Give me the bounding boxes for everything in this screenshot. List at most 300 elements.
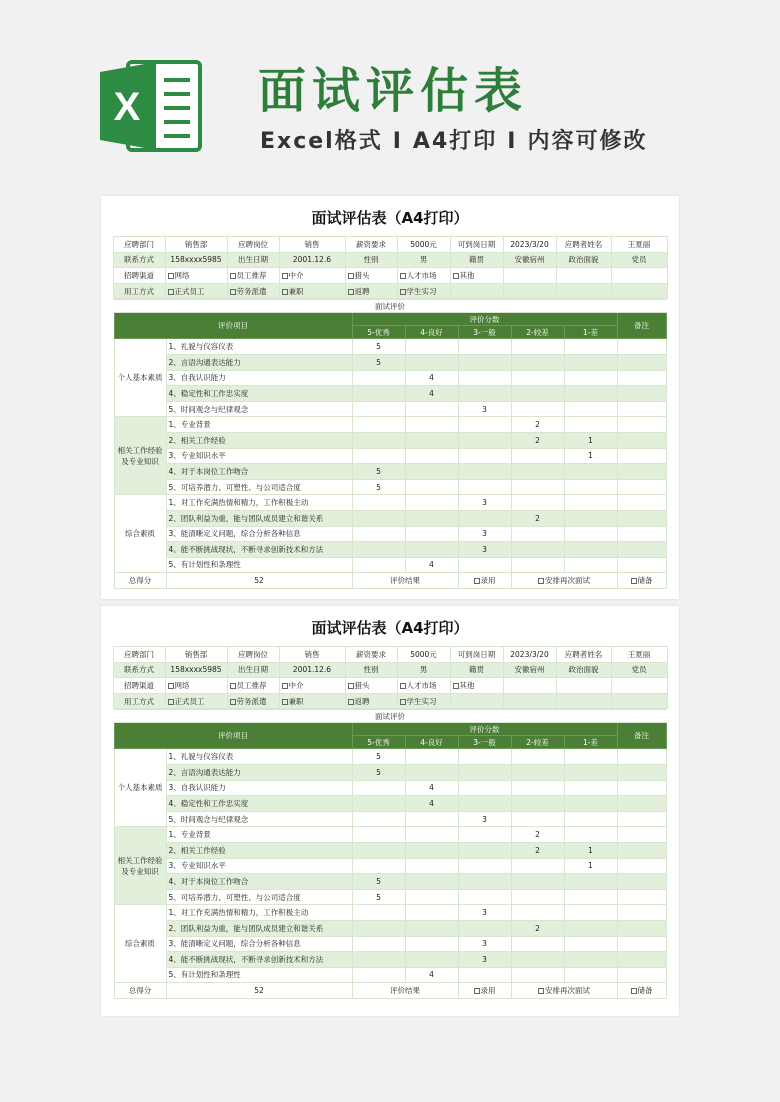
info-value[interactable]: 王夏丽 (611, 237, 667, 253)
score-cell[interactable]: 2 (511, 827, 564, 843)
result-label: 评价结果 (352, 573, 458, 589)
checkbox-icon[interactable] (400, 289, 406, 295)
item-label: 2、言语沟通表达能力 (166, 354, 352, 370)
score-cell[interactable] (405, 401, 458, 417)
employ-option[interactable] (279, 693, 345, 709)
score-cell[interactable] (458, 827, 511, 843)
score-cell[interactable] (511, 967, 564, 983)
score-cell[interactable] (352, 417, 405, 433)
employ-option[interactable] (227, 283, 279, 299)
employ-option[interactable] (397, 693, 450, 709)
employ-option-label: 学生实习 (406, 286, 437, 296)
checkbox-icon[interactable] (348, 289, 354, 295)
score-cell[interactable] (564, 401, 617, 417)
note-cell[interactable] (617, 796, 666, 812)
checkbox-icon[interactable] (168, 683, 174, 689)
score-cell[interactable]: 5 (352, 889, 405, 905)
score-cell[interactable]: 4 (405, 796, 458, 812)
channel-option[interactable] (227, 678, 279, 694)
info-value[interactable]: 党员 (611, 662, 667, 678)
empty-cell (450, 693, 503, 709)
score-cell[interactable] (511, 495, 564, 511)
score-cell[interactable] (511, 339, 564, 355)
evaluation-row (114, 905, 666, 921)
evaluation-row (114, 936, 666, 952)
score-cell[interactable] (405, 448, 458, 464)
empty-cell (450, 283, 503, 299)
info-value[interactable]: 男 (397, 252, 450, 268)
score-cell[interactable] (511, 905, 564, 921)
score-cell[interactable] (405, 526, 458, 542)
score-cell[interactable] (511, 464, 564, 480)
score-cell[interactable] (352, 542, 405, 558)
employ-option[interactable] (279, 283, 345, 299)
checkbox-icon[interactable] (538, 988, 544, 994)
score-cell[interactable] (352, 920, 405, 936)
score-cell[interactable] (564, 354, 617, 370)
score-cell[interactable] (405, 827, 458, 843)
score-cell[interactable] (458, 796, 511, 812)
channel-option[interactable] (345, 678, 397, 694)
banner-subtitle (260, 124, 647, 155)
note-cell[interactable] (617, 905, 666, 921)
checkbox-icon[interactable] (168, 699, 174, 705)
score-cell[interactable] (511, 542, 564, 558)
note-cell[interactable] (617, 811, 666, 827)
checkbox-icon[interactable] (348, 683, 354, 689)
checkbox-icon[interactable] (230, 273, 236, 279)
score-cell[interactable]: 4 (405, 780, 458, 796)
score-cell[interactable] (564, 464, 617, 480)
score-cell[interactable] (458, 749, 511, 765)
info-value[interactable]: 5000元 (397, 647, 450, 663)
note-cell[interactable] (617, 827, 666, 843)
score-cell[interactable] (564, 827, 617, 843)
empty-cell (503, 678, 556, 694)
info-value[interactable]: 5000元 (397, 237, 450, 253)
score-cell[interactable] (352, 510, 405, 526)
checkbox-icon[interactable] (474, 578, 480, 584)
score-cell[interactable] (405, 936, 458, 952)
note-cell[interactable] (617, 448, 666, 464)
empty-cell (503, 693, 556, 709)
score-cell[interactable]: 4 (405, 967, 458, 983)
score-cell[interactable] (564, 386, 617, 402)
checkbox-icon[interactable] (348, 699, 354, 705)
score-cell[interactable] (405, 842, 458, 858)
info-value[interactable]: 2001.12.6 (279, 252, 345, 268)
info-label: 政治面貌 (556, 252, 611, 268)
note-cell[interactable] (617, 370, 666, 386)
score-cell[interactable] (511, 526, 564, 542)
score-cell[interactable] (352, 780, 405, 796)
result-option[interactable]: 安排再次面试 (511, 983, 617, 999)
empty-cell (503, 268, 556, 284)
score-cell[interactable]: 1 (564, 448, 617, 464)
score-cell[interactable] (511, 557, 564, 573)
checkbox-icon[interactable] (282, 273, 288, 279)
channel-option-label: 其他 (459, 270, 475, 280)
score-cell[interactable] (352, 796, 405, 812)
banner (0, 0, 780, 190)
score-cell[interactable] (511, 370, 564, 386)
score-cell[interactable]: 5 (352, 339, 405, 355)
score-cell[interactable]: 2 (511, 842, 564, 858)
score-cell[interactable] (405, 874, 458, 890)
score-cell[interactable] (458, 370, 511, 386)
score-cell[interactable] (405, 542, 458, 558)
channel-option[interactable] (165, 678, 227, 694)
checkbox-icon[interactable] (631, 988, 637, 994)
result-option[interactable]: 储备 (617, 573, 666, 589)
score-cell[interactable] (458, 780, 511, 796)
score-cell[interactable] (458, 557, 511, 573)
score-cell[interactable] (352, 401, 405, 417)
score-cell[interactable] (511, 936, 564, 952)
channel-option[interactable] (397, 678, 450, 694)
result-option[interactable]: 安排再次面试 (511, 573, 617, 589)
evaluation-row (114, 889, 666, 905)
score-cell[interactable] (405, 417, 458, 433)
score-cell[interactable] (458, 510, 511, 526)
checkbox-icon[interactable] (230, 683, 236, 689)
score-cell[interactable] (564, 796, 617, 812)
checkbox-icon[interactable] (230, 699, 236, 705)
note-cell[interactable] (617, 495, 666, 511)
checkbox-icon[interactable] (348, 273, 354, 279)
channel-option[interactable] (279, 678, 345, 694)
score-cell[interactable] (352, 858, 405, 874)
score-cell[interactable] (511, 401, 564, 417)
score-cell[interactable] (458, 764, 511, 780)
score-cell[interactable] (458, 858, 511, 874)
score-cell[interactable] (511, 858, 564, 874)
channel-option[interactable] (165, 268, 227, 284)
score-cell[interactable]: 2 (511, 510, 564, 526)
score-cell[interactable] (405, 464, 458, 480)
score-cell[interactable] (458, 889, 511, 905)
score-cell[interactable]: 1 (564, 842, 617, 858)
evaluation-row (114, 796, 666, 812)
score-cell[interactable] (352, 448, 405, 464)
score-cell[interactable] (511, 479, 564, 495)
evaluation-row (114, 542, 666, 558)
score-cell[interactable] (458, 448, 511, 464)
score-cell[interactable] (405, 495, 458, 511)
channel-option-label: 人才市场 (406, 270, 437, 280)
score-cell[interactable]: 2 (511, 417, 564, 433)
channel-option[interactable] (227, 268, 279, 284)
info-value[interactable]: 销售 (279, 647, 345, 663)
result-option[interactable]: 录用 (458, 983, 511, 999)
score-cell[interactable] (352, 842, 405, 858)
score-cell[interactable] (352, 557, 405, 573)
employ-option[interactable] (165, 693, 227, 709)
score-cell[interactable] (511, 889, 564, 905)
header-level: 5-优秀 (352, 736, 405, 749)
score-cell[interactable] (405, 764, 458, 780)
note-cell[interactable] (617, 967, 666, 983)
score-cell[interactable] (352, 432, 405, 448)
employ-option[interactable] (165, 283, 227, 299)
score-cell[interactable] (405, 749, 458, 765)
score-cell[interactable] (564, 936, 617, 952)
score-cell[interactable] (458, 464, 511, 480)
employ-label: 用工方式 (113, 693, 165, 709)
score-cell[interactable] (458, 967, 511, 983)
note-cell[interactable] (617, 557, 666, 573)
score-cell[interactable] (564, 889, 617, 905)
checkbox-icon[interactable] (282, 683, 288, 689)
score-cell[interactable] (352, 952, 405, 968)
score-cell[interactable] (458, 386, 511, 402)
score-cell[interactable] (458, 920, 511, 936)
note-cell[interactable] (617, 780, 666, 796)
item-label: 5、有计划性和条理性 (166, 557, 352, 573)
item-label: 4、能不断挑战现状，不断寻求创新技术和方法 (166, 952, 352, 968)
score-cell[interactable]: 5 (352, 464, 405, 480)
info-value[interactable]: 158xxxx5985 (165, 662, 227, 678)
score-cell[interactable] (352, 967, 405, 983)
score-cell[interactable] (405, 432, 458, 448)
checkbox-icon[interactable] (230, 289, 236, 295)
note-cell[interactable] (617, 479, 666, 495)
note-cell[interactable] (617, 889, 666, 905)
channel-label: 招聘渠道 (113, 268, 165, 284)
evaluation-row (114, 827, 666, 843)
score-cell[interactable] (511, 796, 564, 812)
score-cell[interactable]: 4 (405, 370, 458, 386)
note-cell[interactable] (617, 354, 666, 370)
checkbox-icon[interactable] (400, 273, 406, 279)
score-cell[interactable]: 3 (458, 526, 511, 542)
channel-option-label: 猎头 (354, 270, 370, 280)
score-cell[interactable] (352, 386, 405, 402)
score-cell[interactable] (405, 354, 458, 370)
info-value[interactable]: 158xxxx5985 (165, 252, 227, 268)
score-cell[interactable]: 3 (458, 811, 511, 827)
score-cell[interactable] (511, 952, 564, 968)
info-value[interactable]: 2001.12.6 (279, 662, 345, 678)
score-cell[interactable]: 5 (352, 764, 405, 780)
note-cell[interactable] (617, 542, 666, 558)
channel-option[interactable] (345, 268, 397, 284)
checkbox-icon[interactable] (453, 273, 459, 279)
score-cell[interactable] (352, 827, 405, 843)
score-cell[interactable] (352, 370, 405, 386)
score-cell[interactable] (352, 936, 405, 952)
score-cell[interactable] (564, 952, 617, 968)
score-cell[interactable] (564, 749, 617, 765)
score-cell[interactable] (458, 842, 511, 858)
score-cell[interactable] (405, 339, 458, 355)
score-cell[interactable] (511, 749, 564, 765)
score-cell[interactable] (405, 479, 458, 495)
score-cell[interactable] (405, 920, 458, 936)
channel-option-label: 员工推荐 (236, 270, 267, 280)
score-cell[interactable] (405, 889, 458, 905)
note-cell[interactable] (617, 417, 666, 433)
evaluation-row (114, 432, 666, 448)
channel-option-label: 员工推荐 (236, 680, 267, 690)
score-cell[interactable] (352, 495, 405, 511)
score-cell[interactable]: 4 (405, 386, 458, 402)
note-cell[interactable] (617, 858, 666, 874)
info-value[interactable]: 男 (397, 662, 450, 678)
evaluation-row (114, 479, 666, 495)
note-cell[interactable] (617, 432, 666, 448)
note-cell[interactable] (617, 842, 666, 858)
channel-option[interactable] (450, 268, 503, 284)
banner-title: 面试评估表 (258, 63, 529, 119)
note-cell[interactable] (617, 936, 666, 952)
score-cell[interactable] (564, 526, 617, 542)
score-cell[interactable] (564, 811, 617, 827)
employ-option[interactable] (345, 283, 397, 299)
score-cell[interactable] (564, 780, 617, 796)
note-cell[interactable] (617, 339, 666, 355)
score-cell[interactable]: 3 (458, 401, 511, 417)
checkbox-icon[interactable] (538, 578, 544, 584)
item-label: 1、礼貌与仪容仪表 (166, 339, 352, 355)
score-cell[interactable] (458, 339, 511, 355)
header-level: 4-良好 (405, 736, 458, 749)
evaluation-row (114, 858, 666, 874)
info-value[interactable]: 销售部 (165, 647, 227, 663)
employ-option[interactable] (397, 283, 450, 299)
checkbox-icon[interactable] (168, 289, 174, 295)
info-label: 性别 (345, 252, 397, 268)
result-option[interactable]: 录用 (458, 573, 511, 589)
checkbox-icon[interactable] (400, 699, 406, 705)
info-label: 可到岗日期 (450, 237, 503, 253)
score-cell[interactable]: 3 (458, 542, 511, 558)
info-value[interactable]: 党员 (611, 252, 667, 268)
note-cell[interactable] (617, 401, 666, 417)
score-cell[interactable] (458, 432, 511, 448)
score-cell[interactable] (458, 417, 511, 433)
score-cell[interactable] (511, 386, 564, 402)
info-value[interactable]: 安徽宿州 (503, 252, 556, 268)
info-value[interactable]: 销售 (279, 237, 345, 253)
score-cell[interactable] (564, 905, 617, 921)
checkbox-icon[interactable] (282, 289, 288, 295)
checkbox-icon[interactable] (168, 273, 174, 279)
score-cell[interactable]: 1 (564, 858, 617, 874)
checkbox-icon[interactable] (282, 699, 288, 705)
score-cell[interactable] (352, 905, 405, 921)
score-cell[interactable] (564, 764, 617, 780)
header-note: 备注 (617, 313, 666, 339)
channel-option[interactable] (279, 268, 345, 284)
employ-option[interactable] (345, 693, 397, 709)
item-label: 5、时间观念与纪律观念 (166, 811, 352, 827)
score-cell[interactable]: 5 (352, 874, 405, 890)
score-cell[interactable]: 5 (352, 479, 405, 495)
result-option[interactable]: 储备 (617, 983, 666, 999)
checkbox-icon[interactable] (453, 683, 459, 689)
info-value[interactable]: 安徽宿州 (503, 662, 556, 678)
checkbox-icon[interactable] (400, 683, 406, 689)
score-cell[interactable] (564, 874, 617, 890)
score-cell[interactable] (352, 526, 405, 542)
info-value[interactable]: 王夏丽 (611, 647, 667, 663)
checkbox-icon[interactable] (474, 988, 480, 994)
info-value[interactable]: 2023/3/20 (503, 237, 556, 253)
score-cell[interactable] (405, 811, 458, 827)
score-cell[interactable] (564, 967, 617, 983)
note-cell[interactable] (617, 764, 666, 780)
score-cell[interactable] (511, 874, 564, 890)
score-cell[interactable]: 5 (352, 354, 405, 370)
score-cell[interactable] (564, 495, 617, 511)
score-cell[interactable] (405, 858, 458, 874)
score-cell[interactable] (511, 764, 564, 780)
score-cell[interactable] (405, 905, 458, 921)
score-cell[interactable]: 4 (405, 557, 458, 573)
score-cell[interactable] (564, 557, 617, 573)
channel-option[interactable] (397, 268, 450, 284)
score-cell[interactable] (511, 780, 564, 796)
score-cell[interactable]: 1 (564, 432, 617, 448)
score-cell[interactable] (511, 811, 564, 827)
note-cell[interactable] (617, 874, 666, 890)
note-cell[interactable] (617, 920, 666, 936)
note-cell[interactable] (617, 386, 666, 402)
info-value[interactable]: 2023/3/20 (503, 647, 556, 663)
score-cell[interactable] (564, 339, 617, 355)
total-label: 总得分 (114, 983, 166, 999)
score-cell[interactable] (458, 874, 511, 890)
score-cell[interactable]: 3 (458, 936, 511, 952)
score-cell[interactable] (564, 417, 617, 433)
score-cell[interactable] (458, 479, 511, 495)
score-cell[interactable]: 3 (458, 952, 511, 968)
score-cell[interactable]: 2 (511, 920, 564, 936)
score-cell[interactable]: 3 (458, 495, 511, 511)
score-cell[interactable] (352, 811, 405, 827)
subtitle-format: Excel格式 (260, 129, 383, 154)
score-cell[interactable] (564, 920, 617, 936)
channel-option-label: 猎头 (354, 680, 370, 690)
score-cell[interactable] (564, 510, 617, 526)
score-cell[interactable]: 5 (352, 749, 405, 765)
score-cell[interactable] (564, 542, 617, 558)
score-cell[interactable] (564, 370, 617, 386)
info-value[interactable]: 销售部 (165, 237, 227, 253)
header-item: 评价项目 (114, 313, 352, 339)
score-cell[interactable] (511, 448, 564, 464)
score-cell[interactable]: 2 (511, 432, 564, 448)
score-cell[interactable] (405, 952, 458, 968)
score-cell[interactable] (405, 510, 458, 526)
empty-cell (611, 678, 667, 694)
evaluation-row (114, 464, 666, 480)
score-cell[interactable] (564, 479, 617, 495)
score-cell[interactable] (511, 354, 564, 370)
note-cell[interactable] (617, 510, 666, 526)
note-cell[interactable] (617, 526, 666, 542)
note-cell[interactable] (617, 952, 666, 968)
note-cell[interactable] (617, 464, 666, 480)
evaluation-row (114, 401, 666, 417)
employ-option[interactable] (227, 693, 279, 709)
score-cell[interactable] (458, 354, 511, 370)
channel-option[interactable] (450, 678, 503, 694)
note-cell[interactable] (617, 749, 666, 765)
checkbox-icon[interactable] (631, 578, 637, 584)
score-cell[interactable]: 3 (458, 905, 511, 921)
